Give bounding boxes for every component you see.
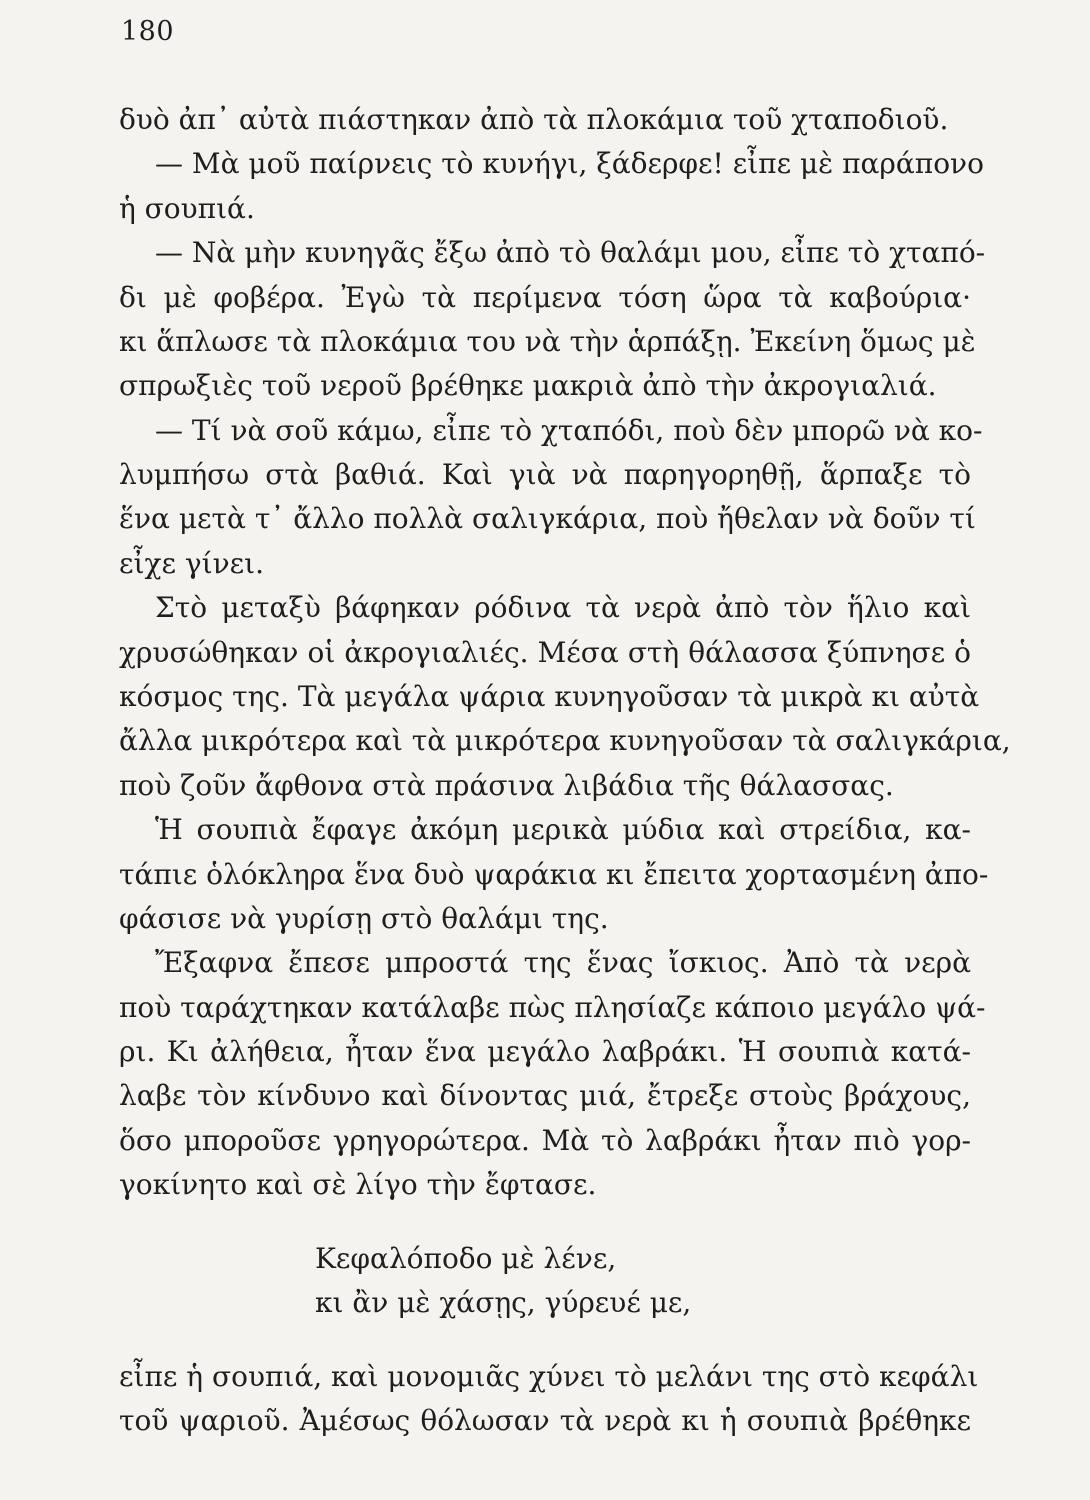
text-line: τάπιε ὁλόκληρα ἕνα δυὸ ψαράκια κι ἔπειτα χορτασμένη ἀπο- <box>119 858 989 891</box>
text-line: τοῦ ψαριοῦ. Ἀμέσως θόλωσαν τὰ νερὰ κι ἡ σουπιὰ βρέθηκε <box>119 1404 971 1437</box>
text-line: δι μὲ φοβέρα. Ἐγὼ τὰ περίμενα τόση ὥρα τὰ καβούρια· <box>119 281 971 314</box>
text-line: σπρωξιὲς τοῦ νεροῦ βρέθηκε μακριὰ ἀπὸ τὴν ἀκρογιαλιά. <box>119 369 937 402</box>
text-line: Ἔξαφνα ἔπεσε μπροστά της ἕνας ἴσκιος. Ἀπὸ τὰ νερὰ <box>155 946 971 979</box>
text-line: Ἡ σουπιὰ ἔφαγε ἀκόμη μερικὰ μύδια καὶ στρείδια, κα- <box>155 813 971 846</box>
text-line: φάσισε νὰ γυρίσῃ στὸ θαλάμι της. <box>119 902 609 935</box>
verse-line: Κεφαλόποδο μὲ λένε, <box>315 1242 617 1275</box>
text-line: γοκίνητο καὶ σὲ λίγο τὴν ἔφτασε. <box>119 1168 597 1201</box>
text-line: ὅσο μποροῦσε γρηγορώτερα. Μὰ τὸ λαβράκι ἦταν πιὸ γορ- <box>119 1124 971 1157</box>
page-number: 180 <box>121 16 175 47</box>
text-line: ποὺ ζοῦν ἄφθονα στὰ πράσινα λιβάδια τῆς θάλασσας. <box>119 769 894 802</box>
text-line: — Μὰ μοῦ παίρνεις τὸ κυνήγι, ξάδερφε! εἶπε μὲ παράπονο <box>155 147 984 180</box>
text-line: Στὸ μεταξὺ βάφηκαν ρόδινα τὰ νερὰ ἀπὸ τὸν ἥλιο καὶ <box>155 591 971 624</box>
text-line: χρυσώθηκαν οἱ ἀκρογιαλιές. Μέσα στὴ θάλασσα ξύπνησε ὁ <box>119 636 971 669</box>
text-line: λαβε τὸν κίνδυνο καὶ δίνοντας μιά, ἔτρεξε στοὺς βράχους, <box>119 1079 971 1112</box>
text-line: ἄλλα μικρότερα καὶ τὰ μικρότερα κυνηγοῦσαν τὰ σαλιγκάρια, <box>119 724 1011 757</box>
text-line: λυμπήσω στὰ βαθιά. Καὶ γιὰ νὰ παρηγορηθῇ, ἅρπαξε τὸ <box>119 458 971 491</box>
text-line: κόσμος της. Τὰ μεγάλα ψάρια κυνηγοῦσαν τὰ μικρὰ κι αὐτὰ <box>119 680 980 713</box>
text-line: ποὺ ταράχτηκαν κατάλαβε πὼς πλησίαζε κάποιο μεγάλο ψά- <box>119 991 986 1024</box>
text-line: εἶχε γίνει. <box>119 547 264 580</box>
text-line: — Νὰ μὴν κυνηγᾶς ἔξω ἀπὸ τὸ θαλάμι μου, εἶπε τὸ χταπό- <box>155 236 986 269</box>
text-line: ρι. Κι ἀλήθεια, ἦταν ἕνα μεγάλο λαβράκι. Ἡ σουπιὰ κατά- <box>119 1035 971 1068</box>
text-line: ἡ σουπιά. <box>119 192 255 225</box>
text-line: δυὸ ἀπ᾽ αὐτὰ πιάστηκαν ἀπὸ τὰ πλοκάμια τοῦ χταποδιοῦ. <box>119 103 949 136</box>
text-line: ἕνα μετὰ τ᾽ ἄλλο πολλὰ σαλιγκάρια, ποὺ ἤθελαν νὰ δοῦν τί <box>119 502 976 535</box>
verse-line: κι ἂν μὲ χάσῃς, γύρευέ με, <box>315 1286 692 1319</box>
text-line: εἶπε ἡ σουπιά, καὶ μονομιᾶς χύνει τὸ μελάνι της στὸ κεφάλι <box>119 1360 979 1393</box>
text-line: — Τί νὰ σοῦ κάμω, εἶπε τὸ χταπόδι, ποὺ δὲν μπορῶ νὰ κο- <box>155 414 983 447</box>
text-line: κι ἅπλωσε τὰ πλοκάμια του νὰ τὴν ἁρπάξῃ. Ἐκείνη ὅμως μὲ <box>119 325 976 358</box>
